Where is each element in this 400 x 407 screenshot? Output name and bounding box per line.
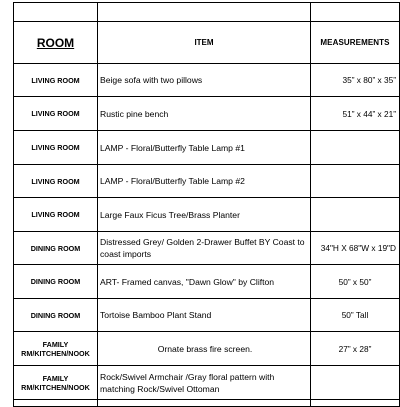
blank-cell — [14, 3, 98, 22]
room-cell: LIVING ROOM — [14, 64, 98, 97]
measurement-cell: 35” x 80” x 35” — [311, 64, 400, 97]
blank-cell — [311, 400, 400, 407]
item-column-header: ITEM — [98, 22, 311, 64]
blank-cell — [14, 400, 98, 407]
measurement-cell: 51” x 44” x 21” — [311, 97, 400, 131]
table-row — [14, 64, 400, 97]
room-cell: FAMILY RM/KITCHEN/NOOK — [14, 366, 98, 400]
item-cell: Large Faux Ficus Tree/Brass Planter — [98, 198, 311, 232]
room-cell: FAMILY RM/KITCHEN/NOOK — [14, 332, 98, 366]
table-row — [14, 165, 400, 198]
table-row — [14, 332, 400, 366]
measurement-cell: 50” Tall — [311, 299, 400, 332]
table-row — [14, 232, 400, 265]
table-row — [14, 198, 400, 232]
item-cell: Rock/Swivel Armchair /Gray floral pattern with matching Rock/Swivel Ottoman — [98, 366, 311, 400]
item-cell: Ornate brass fire screen. — [98, 332, 311, 366]
blank-top-row — [14, 3, 400, 22]
measurement-cell — [311, 366, 400, 400]
measurement-cell — [311, 165, 400, 198]
blank-cell — [98, 400, 311, 407]
table-row — [14, 265, 400, 299]
room-cell: LIVING ROOM — [14, 198, 98, 232]
item-cell: Rustic pine bench — [98, 97, 311, 131]
blank-cell — [311, 3, 400, 22]
measurement-cell: 50” x 50” — [311, 265, 400, 299]
room-cell: LIVING ROOM — [14, 131, 98, 165]
blank-cell — [98, 3, 311, 22]
measurement-cell: 34"H X 68"W x 19"D — [311, 232, 400, 265]
table-row — [14, 299, 400, 332]
item-cell: Tortoise Bamboo Plant Stand — [98, 299, 311, 332]
table-row — [14, 131, 400, 165]
item-cell: LAMP - Floral/Butterfly Table Lamp #1 — [98, 131, 311, 165]
room-cell: DINING ROOM — [14, 232, 98, 265]
room-cell: DINING ROOM — [14, 265, 98, 299]
inventory-table — [13, 2, 400, 407]
item-cell: LAMP - Floral/Butterfly Table Lamp #2 — [98, 165, 311, 198]
table-row — [14, 97, 400, 131]
room-cell: DINING ROOM — [14, 299, 98, 332]
room-column-header: ROOM — [14, 22, 98, 64]
measurement-cell — [311, 131, 400, 165]
item-cell: Beige sofa with two pillows — [98, 64, 311, 97]
item-cell: ART- Framed canvas, "Dawn Glow" by Clifton — [98, 265, 311, 299]
header-row — [14, 22, 400, 64]
item-cell: Distressed Grey/ Golden 2-Drawer Buffet BY Coast to coast imports — [98, 232, 311, 265]
room-cell: LIVING ROOM — [14, 97, 98, 131]
room-cell: LIVING ROOM — [14, 165, 98, 198]
measurement-cell — [311, 198, 400, 232]
partial-row — [14, 400, 400, 407]
measurement-cell: 27” x 28” — [311, 332, 400, 366]
measurements-column-header: MEASUREMENTS — [311, 22, 400, 64]
table-row — [14, 366, 400, 400]
